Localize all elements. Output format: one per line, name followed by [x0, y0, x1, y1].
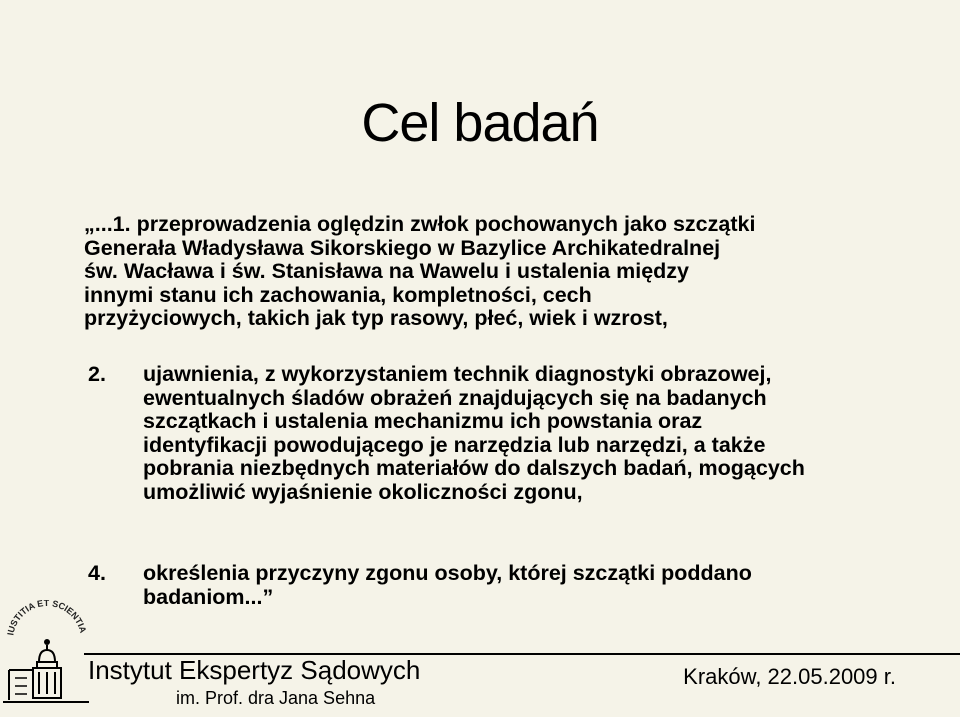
- logo-motto: IUSTITIA ET SCIENTIA: [5, 600, 89, 637]
- place-date: Kraków, 22.05.2009 r.: [683, 664, 896, 689]
- list-item-4-text: określenia przyczyny zgonu osoby, której szczątki poddano badaniom...”: [143, 561, 752, 609]
- institute-name: Instytut Ekspertyz Sądowych: [88, 655, 421, 685]
- list-item-2-number: 2.: [88, 362, 106, 386]
- list-item-1-text: „...1. przeprowadzenia oględzin zwłok pochowanych jako szczątki Generała Władysława Sikorskiego w Bazylice Archikatedralnej św. Wacława i św. Stanisława na Wawelu i ustalenia między innymi stanu ich zachowania, kompletności, cech przyżyciowych, takich jak typ rasowy, płeć, wiek i wzrost,: [84, 212, 756, 330]
- list-item-4-number: 4.: [88, 561, 106, 585]
- institute-subtitle: im. Prof. dra Jana Sehna: [176, 688, 376, 708]
- list-item-2-text: ujawnienia, z wykorzystaniem technik diagnostyki obrazowej, ewentualnych śladów obrażeń znajdujących się na badanych szczątkach i ustalenia mechanizmu ich powstania oraz identyfikacji powodującego je narzędzia lub narzędzi, a także pobrania niezbędnych materiałów do dalszych badań, mogących umożliwić wyjaśnienie okoliczności zgonu,: [143, 362, 805, 504]
- svg-text:IUSTITIA ET SCIENTIA: [5, 600, 88, 636]
- slide-title: Cel badań: [361, 93, 599, 153]
- institute-logo: [3, 600, 89, 714]
